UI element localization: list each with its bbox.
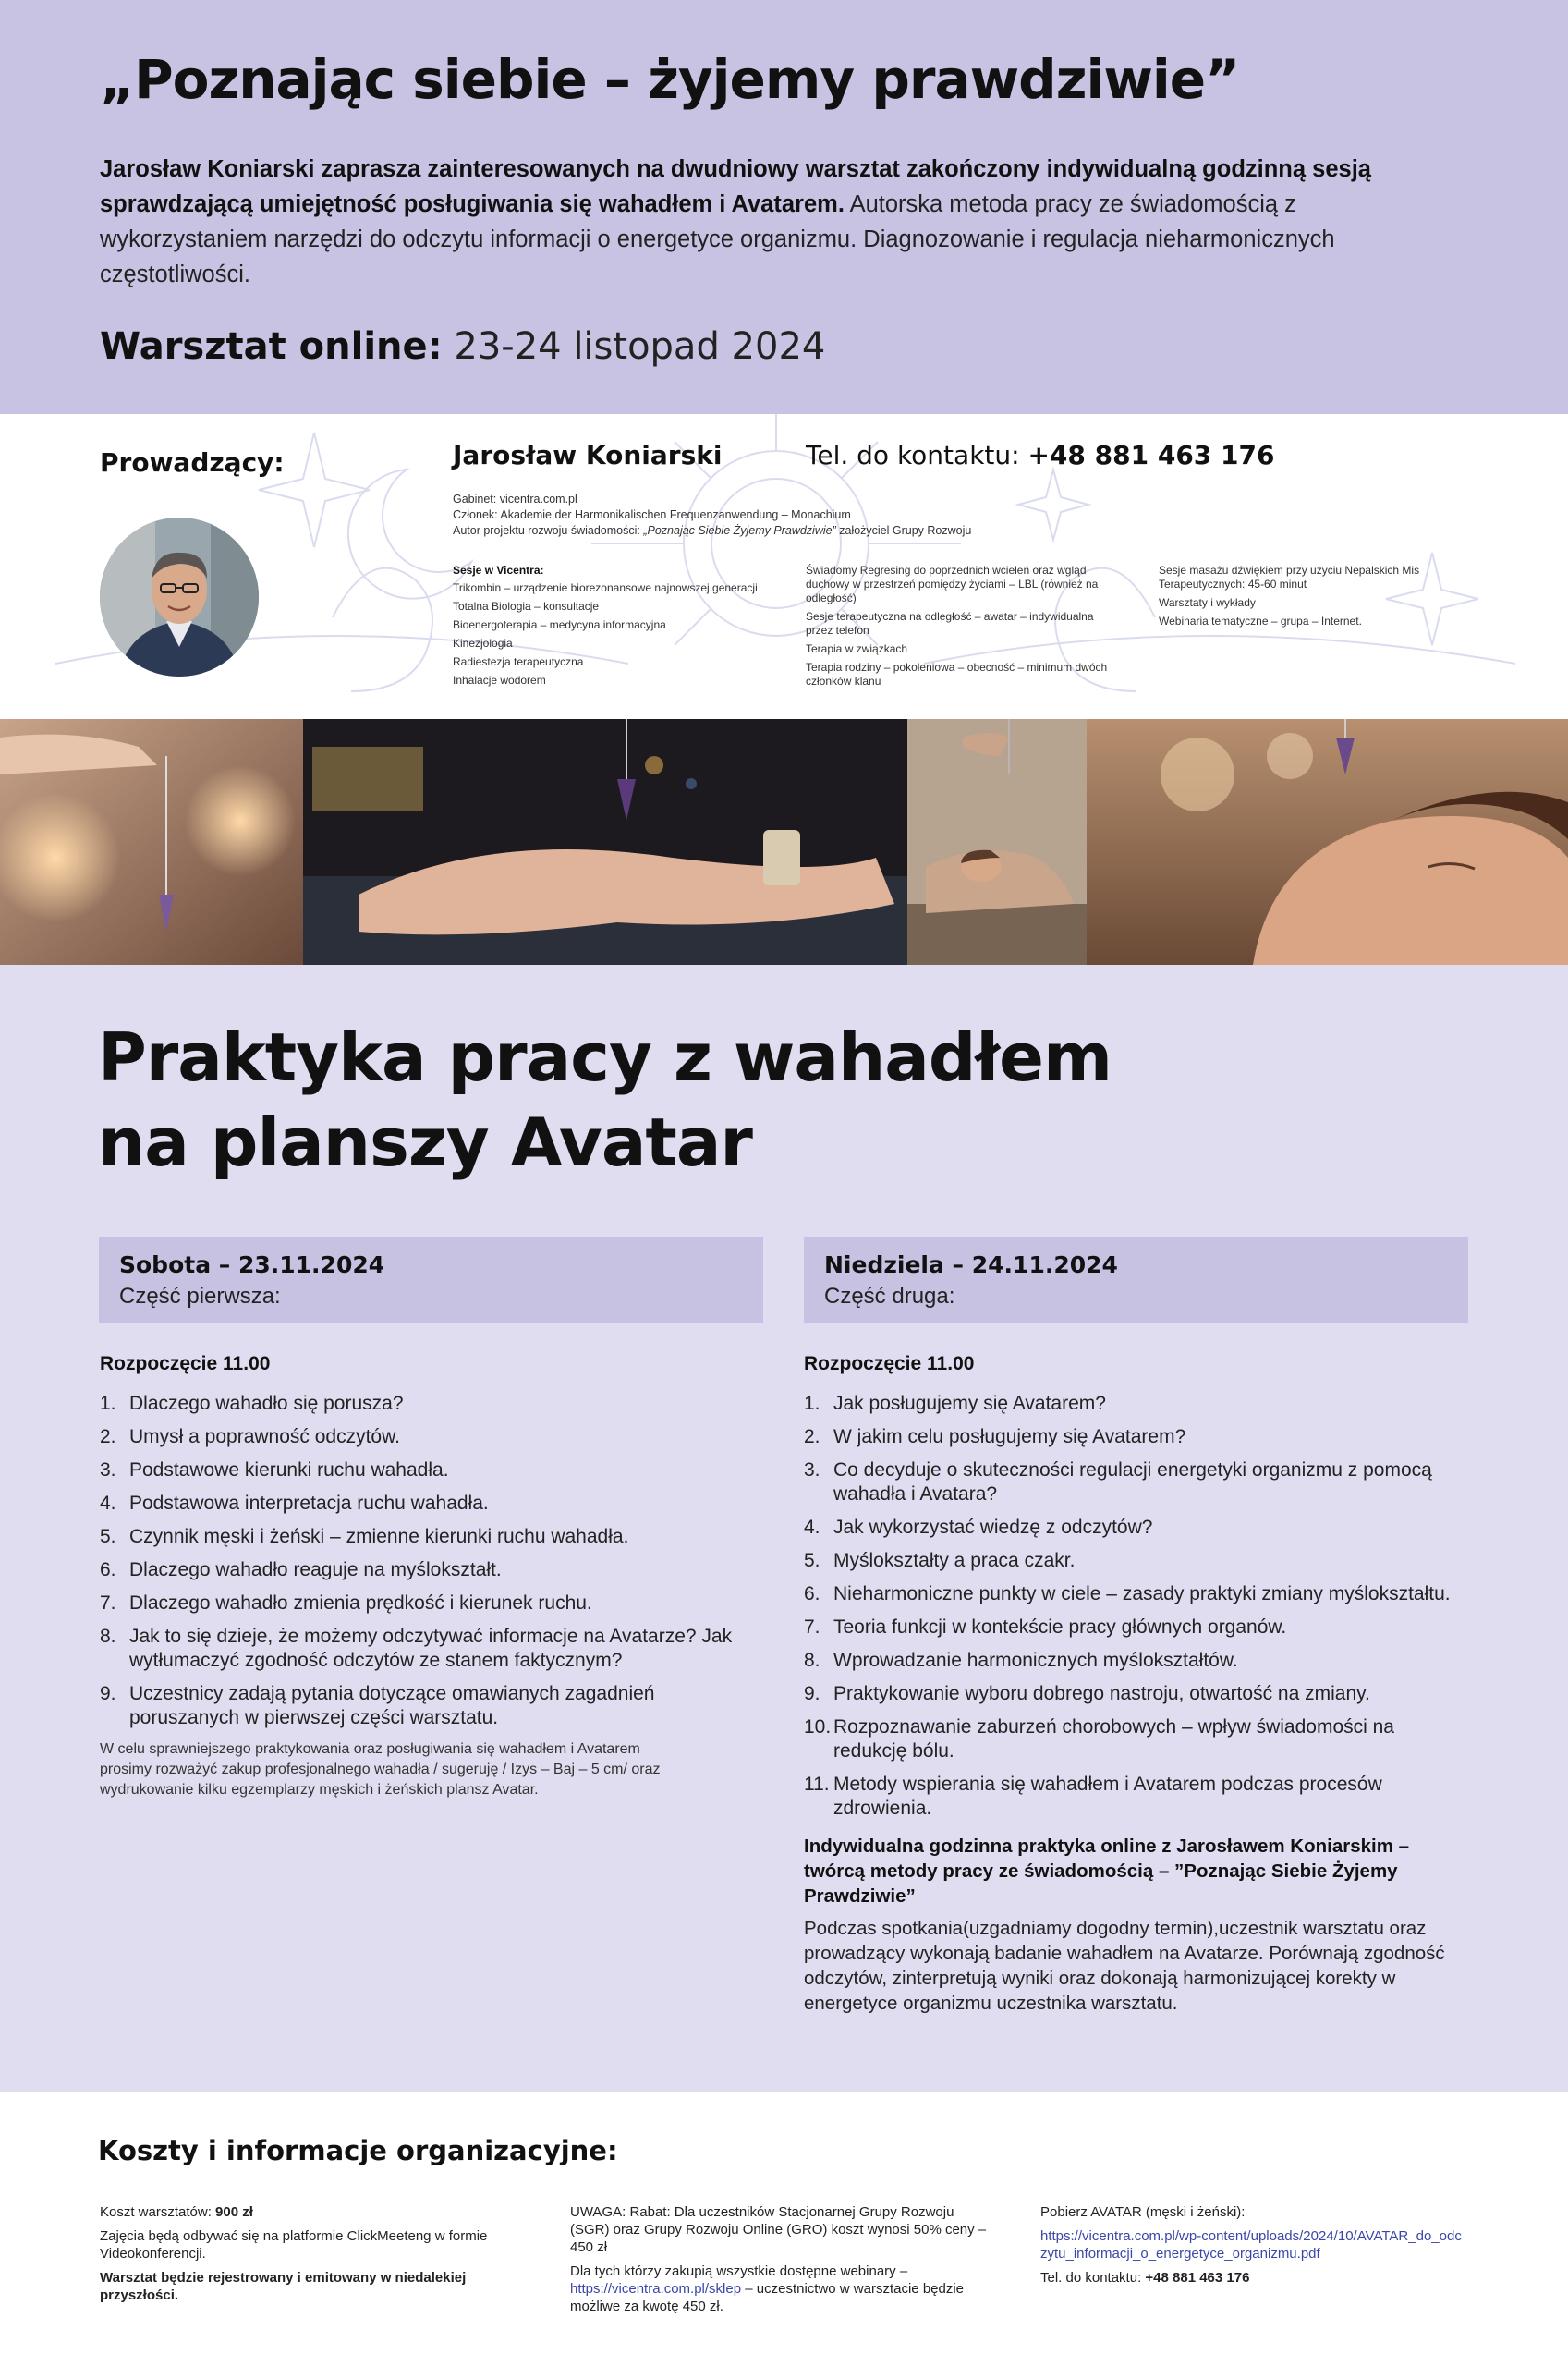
day1-start: Rozpoczęcie 11.00 — [100, 1353, 271, 1374]
costs-column-3 — [1040, 2203, 1465, 2293]
day1-date: Sobota – 23.11.2024 — [119, 1251, 385, 1278]
service-item: Inhalacje wodorem — [453, 674, 546, 687]
hero-intro-rest: Autorska metoda pracy ze świadomością z wykorzystaniem narzędzi do odczytu informacji o energetyce organizmu. Diagnozowanie i regulacja nieharmonicznych częstotliwości. — [100, 191, 1335, 287]
service-item: Sesje terapeutyczna na odległość – awatar – indywidualna przez telefon — [806, 610, 1094, 637]
costs-column-2 — [570, 2203, 995, 2322]
service-item: Sesje masażu dźwiękiem przy użyciu Nepalskich Mis Terapeutycznych: 45-60 minut — [1159, 564, 1420, 591]
day2-date: Niedziela – 24.11.2024 — [824, 1251, 1118, 1278]
photo-face-closeup — [1087, 719, 1568, 965]
download-label: Pobierz AVATAR (męski i żeński): — [1040, 2204, 1246, 2220]
day2-part: Część druga: — [824, 1284, 955, 1309]
trainer-label: Prowadzący: — [100, 447, 285, 478]
photo-strip — [0, 719, 1568, 965]
photo-pendulum-palm — [303, 719, 907, 965]
program-section — [0, 965, 1568, 2092]
trainer-membership: Członek: Akademie der Harmonikalischen Frequenzanwendung – Monachium — [453, 508, 851, 521]
list-item: 7. Dlaczego wahadło zmienia prędkość i kierunek ruchu. — [100, 1592, 592, 1614]
hand-icon — [333, 568, 432, 691]
contact-phone: Tel. do kontaktu: +48 881 463 176 — [1040, 2270, 1250, 2286]
list-item: 7. Teoria funkcji w kontekście pracy głównych organów. — [804, 1616, 1287, 1638]
trainer-phone-number[interactable]: +48 881 463 176 — [1027, 440, 1275, 470]
day1-column — [100, 1353, 765, 1800]
day1-note: W celu sprawniejszego praktykowania oraz posługiwania się wahadłem i Avatarem prosimy rozważyć zakup profesjonalnego wahadła / sugeruję / Izys – Baj – 5 cm/ oraz wydrukowanie kilku egzemplarzy męskich i żeńskich plansz Avatar. — [100, 1741, 661, 1798]
trainer-section — [0, 414, 1568, 719]
list-item: 4. Jak wykorzystać wiedzę z odczytów? — [804, 1517, 1153, 1538]
service-item: Kinezjologia — [453, 637, 513, 650]
individual-session-text: Podczas spotkania(uzgadniamy dogodny termin),uczestnik warsztatu oraz prowadzący wykonają badanie wahadłem na Avatarze. Porównają zgodność odczytów, zinterpretują wyniki oraz dokonają harmonizującej korekty w energetyce organizmu uczestnika warsztatu. — [804, 1918, 1445, 2014]
list-item: 4. Podstawowa interpretacja ruchu wahadła. — [100, 1493, 489, 1514]
service-item: Świadomy Regresing do poprzednich wcieleń oraz wgląd duchowy w przestrzeń pomiędzy życiami – LBL (również na odległość) — [806, 564, 1099, 604]
day2-header — [804, 1237, 1468, 1323]
trainer-meta — [453, 492, 971, 539]
photo-pendulum-candles — [0, 719, 303, 965]
workshop-date-label: Warsztat online: — [100, 325, 443, 368]
price: Koszt warsztatów: 900 zł — [100, 2204, 253, 2220]
list-item: 11. Metody wspierania się wahadłem i Avatarem podczas procesów zdrowienia. — [804, 1774, 1382, 1819]
day2-start: Rozpoczęcie 11.00 — [804, 1353, 975, 1374]
list-item: 2. Umysł a poprawność odczytów. — [100, 1426, 400, 1447]
day2-column — [804, 1353, 1469, 2016]
workshop-date — [100, 325, 825, 368]
service-item: Totalna Biologia – konsultacje — [453, 600, 600, 613]
trainer-author: Autor projektu rozwoju świadomości: „Poznając Siebie Żyjemy Prawdziwie” założyciel Grupy Rozwoju — [453, 524, 972, 537]
service-item: Bioenergoterapia – medycyna informacyjna — [453, 618, 666, 631]
service-item: Terapia w związkach — [806, 642, 908, 655]
shop-link[interactable]: https://vicentra.com.pl/sklep — [570, 2281, 742, 2297]
day2-list — [804, 1392, 1469, 1821]
service-item: Webinaria tematyczne – grupa – Internet. — [1159, 615, 1362, 628]
service-item: Trikombin – urządzenie biorezonansowe najnowszej generacji — [453, 581, 758, 594]
star-icon — [1018, 470, 1088, 540]
costs-heading: Koszty i informacje organizacyjne: — [98, 2135, 618, 2166]
page-title: „Poznając siebie – żyjemy prawdziwie” — [100, 48, 1240, 111]
workshop-date-value: 23-24 listopad 2024 — [454, 325, 826, 368]
photo-woman-lying — [907, 719, 1087, 965]
list-item: 8. Wprowadzanie harmonicznych myślokształtów. — [804, 1650, 1238, 1671]
services-column-1 — [453, 564, 767, 692]
program-title: Praktyka pracy z wahadłem na planszy Avatar — [98, 1018, 1112, 1181]
list-item: 3. Podstawowe kierunki ruchu wahadła. — [100, 1459, 449, 1481]
service-item: Warsztaty i wykłady — [1159, 596, 1256, 609]
list-item: 10. Rozpoznawanie zaburzeń chorobowych – wpływ świadomości na redukcję bólu. — [804, 1716, 1394, 1762]
individual-session-heading: Indywidualna godzinna praktyka online z Jarosławem Koniarskim – twórcą metody pracy ze świadomością – ”Poznając Siebie Żyjemy Prawdziwie” — [804, 1835, 1410, 1907]
list-item: 9. Uczestnicy zadają pytania dotyczące omawianych zagadnień poruszanych w pierwszej części warsztatu. — [100, 1683, 655, 1728]
service-item: Radiestezja terapeutyczna — [453, 655, 584, 668]
hero-intro — [100, 152, 1449, 292]
trainer-phone-label: Tel. do kontaktu: — [806, 440, 1020, 470]
download-paragraph — [1040, 2227, 1465, 2262]
recording-info: Warsztat będzie rejestrowany i emitowany w niedalekiej przyszłości. — [100, 2270, 467, 2303]
list-item: 2. W jakim celu posługujemy się Avatarem? — [804, 1426, 1186, 1447]
list-item: 5. Czynnik męski i żeński – zmienne kierunki ruchu wahadła. — [100, 1526, 629, 1547]
services-heading: Sesje w Vicentra: — [453, 564, 544, 577]
platform-info: Zajęcia będą odbywać się na platformie ClickMeeteng w formie Videokonferencji. — [100, 2228, 488, 2262]
trainer-avatar — [100, 518, 259, 677]
day1-part: Część pierwsza: — [119, 1284, 281, 1309]
list-item: 6. Nieharmoniczne punkty w ciele – zasady praktyki zmiany myślokształtu. — [804, 1583, 1451, 1604]
list-item: 6. Dlaczego wahadło reaguje na myślokształt. — [100, 1559, 502, 1580]
trainer-office: Gabinet: vicentra.com.pl — [453, 493, 577, 506]
list-item: 8. Jak to się dzieje, że możemy odczytywać informacje na Avatarze? Jak wytłumaczyć zgodność odczytów ze stanem faktycznym? — [100, 1626, 733, 1671]
day1-header — [99, 1237, 763, 1323]
list-item: 1. Jak posługujemy się Avatarem? — [804, 1393, 1106, 1414]
webinar-info: Dla tych którzy zakupią wszystkie dostępne webinary – https://vicentra.com.pl/sklep – uczestnictwo w warsztacie będzie możliwe za kwotę 450 zł. — [570, 2263, 965, 2314]
discount-info: UWAGA: Rabat: Dla uczestników Stacjonarnej Grupy Rozwoju (SGR) oraz Grupy Rozwoju Online (GRO) koszt wynosi 50% ceny – 450 zł — [570, 2204, 987, 2255]
list-item: 1. Dlaczego wahadło się porusza? — [100, 1393, 404, 1414]
trainer-name: Jarosław Koniarski — [453, 440, 723, 470]
trainer-phone — [806, 440, 1274, 470]
costs-section — [0, 2092, 1568, 2366]
hero-intro-bold: Jarosław Koniarski zaprasza zainteresowanych na dwudniowy warsztat zakończony indywidualną godzinną sesją sprawdzającą umiejętność posługiwania się wahadłem i Avatarem. — [100, 156, 1371, 217]
list-item: 9. Praktykowanie wyboru dobrego nastroju, otwartość na zmiany. — [804, 1683, 1370, 1704]
list-item: 3. Co decyduje o skuteczności regulacji energetyki organizmu z pomocą wahadła i Avatara? — [804, 1459, 1432, 1505]
hero-section — [0, 0, 1568, 414]
avatar-download-link[interactable]: https://vicentra.com.pl/wp-content/uploads/2024/10/AVATAR_do_odczytu_informacji_o_energetyce_organizmu.pdf — [1040, 2228, 1462, 2262]
list-item: 5. Myślokształty a praca czakr. — [804, 1550, 1076, 1571]
service-item: Terapia rodziny – pokoleniowa – obecność – minimum dwóch członków klanu — [806, 661, 1108, 688]
services-column-3 — [1159, 564, 1436, 633]
day1-list — [100, 1392, 765, 1730]
services-column-2 — [806, 564, 1120, 693]
costs-column-1 — [100, 2203, 525, 2311]
